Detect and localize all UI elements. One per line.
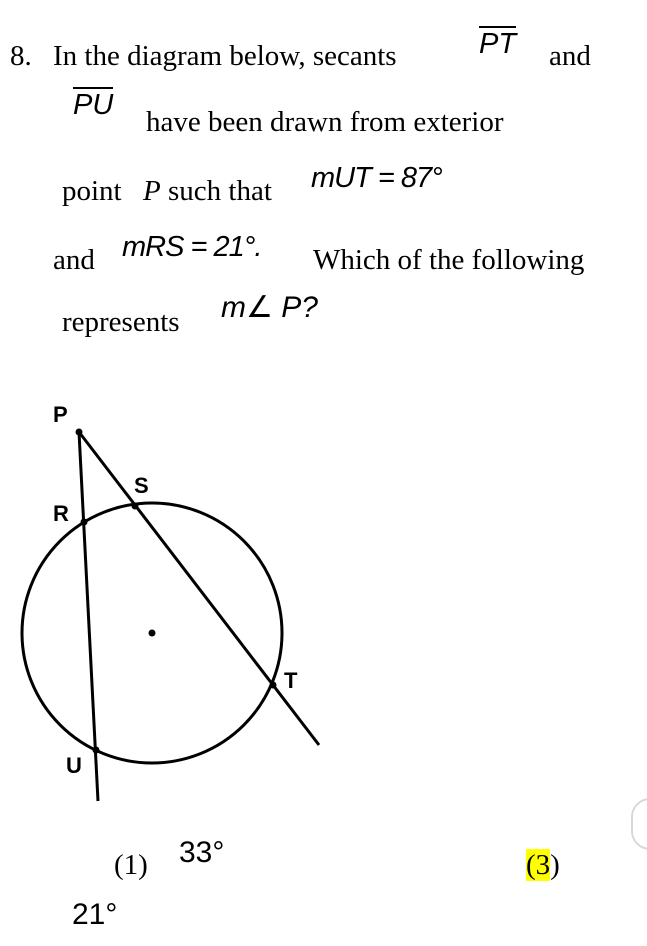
choice-next-value: 21°	[72, 898, 118, 931]
choice-3-number	[526, 851, 560, 880]
such-that-text: such that	[168, 175, 272, 207]
point-p-dot	[76, 429, 83, 436]
choice-3-open: (	[526, 849, 536, 881]
question-number: 8.	[10, 40, 32, 72]
represents-text: represents	[62, 306, 180, 338]
choice-1-value: 33°	[179, 836, 225, 869]
point-t-dot	[270, 682, 277, 689]
and-word-2: and	[53, 244, 95, 276]
arc-rs-measure: mRS = 21°.	[122, 231, 262, 263]
point-p: P	[143, 175, 161, 207]
choice-3-digit: 3	[535, 849, 551, 881]
point-r-dot	[81, 519, 88, 526]
angle-p-expression: m∠ P?	[221, 291, 318, 324]
label-p: P	[53, 402, 68, 427]
label-r: R	[53, 501, 69, 526]
label-s: S	[134, 473, 149, 498]
choice-3-close: )	[550, 849, 560, 881]
label-u: U	[66, 753, 82, 778]
question-line-4: Which of the following	[313, 244, 585, 276]
and-word-1: and	[549, 40, 591, 72]
point-u-dot	[93, 747, 100, 754]
secant-pt-line	[79, 432, 319, 745]
arc-ut-measure: mUT = 87°	[311, 162, 442, 194]
question-line-2: have been drawn from exterior	[146, 106, 504, 138]
question-line-1: In the diagram below, secants	[53, 40, 397, 72]
point-word: point	[62, 175, 122, 207]
side-handle[interactable]	[631, 798, 647, 850]
choice-1-number: (1)	[114, 849, 148, 881]
label-t: T	[284, 668, 298, 693]
center-dot	[149, 630, 156, 637]
point-s-dot	[132, 503, 139, 510]
secant-diagram	[0, 390, 340, 810]
secant-pu-label: PU	[73, 89, 114, 121]
secant-pt-label: PT	[479, 28, 517, 60]
